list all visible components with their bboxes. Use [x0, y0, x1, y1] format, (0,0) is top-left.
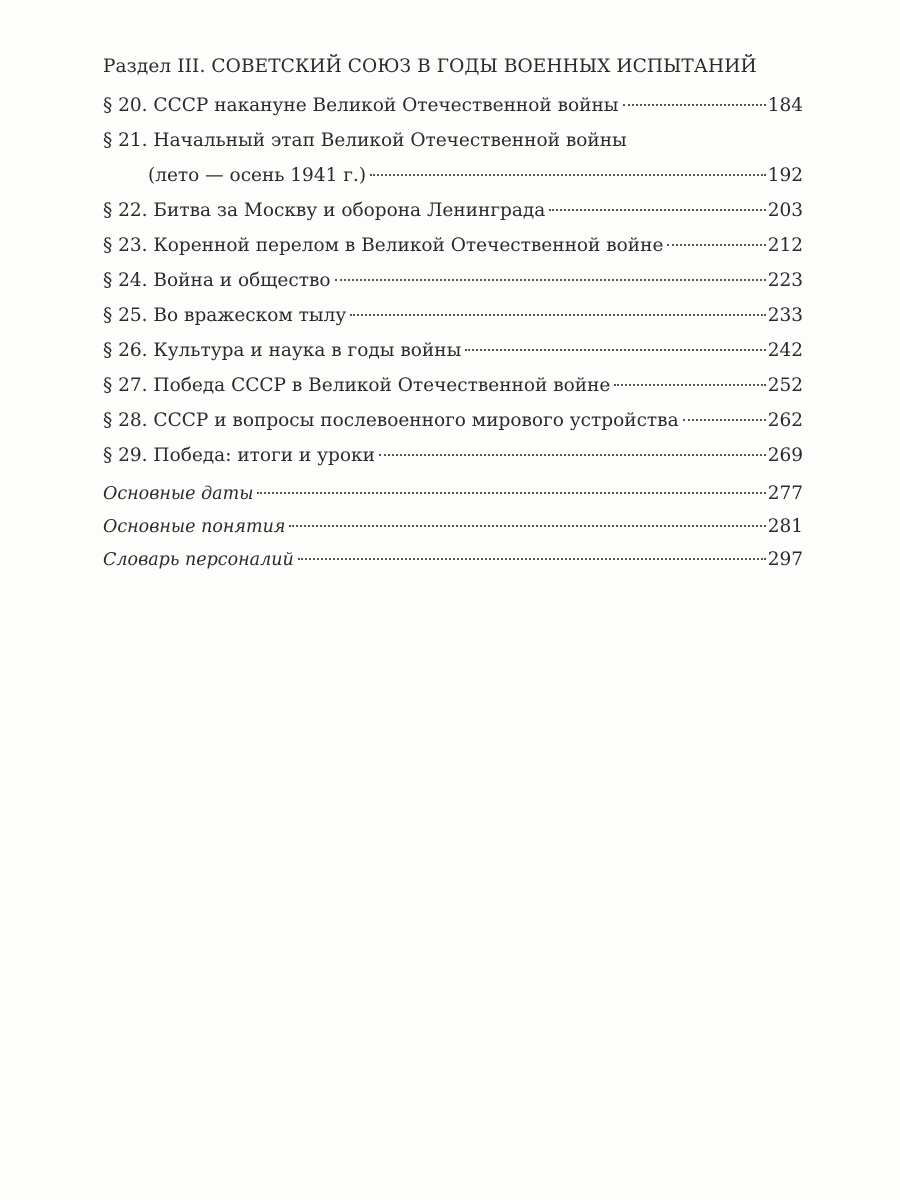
entry-title: § 29. Победа: итоги и уроки	[103, 445, 375, 466]
dot-leader	[379, 454, 766, 456]
entry-title: § 22. Битва за Москву и оборона Ленинграда	[103, 200, 546, 221]
entry-page: 223	[767, 270, 803, 291]
toc-entry-24	[103, 263, 803, 298]
appendix-title: Основные даты	[103, 484, 254, 504]
entry-title: § 26. Культура и наука в годы войны	[103, 340, 462, 361]
toc-entry-29	[103, 438, 803, 473]
entry-page: 252	[767, 375, 803, 396]
appendix-page: 277	[767, 483, 803, 504]
dot-leader	[623, 104, 766, 106]
entry-page: 269	[767, 445, 803, 466]
entry-title: § 28. СССР и вопросы послевоенного мирового устройства	[103, 410, 679, 431]
dot-leader	[667, 244, 765, 246]
dot-leader	[549, 209, 765, 211]
entry-title: § 27. Победа СССР в Великой Отечественной войне	[103, 375, 611, 396]
entry-page: 203	[767, 200, 803, 221]
entry-page: 184	[767, 95, 803, 116]
entry-title: § 23. Коренной перелом в Великой Отечественной войне	[103, 235, 664, 256]
entry-title: § 21. Начальный этап Великой Отечественной войны	[103, 130, 627, 151]
toc-entry-25	[103, 298, 803, 333]
toc-appendix-persons	[103, 543, 803, 576]
appendix-page: 297	[767, 549, 803, 570]
dot-leader	[465, 349, 765, 351]
toc-appendix-dates	[103, 477, 803, 510]
table-of-contents	[103, 52, 803, 576]
toc-entry-23	[103, 228, 803, 263]
entry-title: § 20. СССР накануне Великой Отечественной войны	[103, 95, 619, 116]
dot-leader	[370, 174, 766, 176]
dot-leader	[350, 314, 765, 316]
dot-leader	[298, 558, 766, 560]
toc-entry-26	[103, 333, 803, 368]
toc-entry-28	[103, 403, 803, 438]
dot-leader	[335, 279, 766, 281]
toc-entry-27	[103, 368, 803, 403]
appendix-page: 281	[767, 516, 803, 537]
entry-page: 242	[767, 340, 803, 361]
toc-entry-21	[103, 123, 803, 158]
dot-leader	[257, 492, 765, 494]
dot-leader	[614, 384, 765, 386]
toc-entry-22	[103, 193, 803, 228]
appendix-title: Основные понятия	[103, 517, 286, 537]
entry-title-continuation: (лето — осень 1941 г.)	[148, 165, 367, 186]
toc-appendix-concepts	[103, 510, 803, 543]
entry-title: § 25. Во вражеском тылу	[103, 305, 347, 326]
dot-leader	[289, 525, 765, 527]
section-title: Раздел III. СОВЕТСКИЙ СОЮЗ В ГОДЫ ВОЕННЫХ ИСПЫТАНИЙ	[103, 56, 757, 77]
entry-page: 262	[767, 410, 803, 431]
toc-entry-20	[103, 88, 803, 123]
entry-title: § 24. Война и общество	[103, 270, 331, 291]
toc-entry-21-continuation	[103, 158, 803, 193]
appendix-title: Словарь персоналий	[103, 550, 294, 570]
entry-page: 192	[767, 165, 803, 186]
dot-leader	[683, 419, 766, 421]
entry-page: 233	[767, 305, 803, 326]
entry-page: 212	[767, 235, 803, 256]
